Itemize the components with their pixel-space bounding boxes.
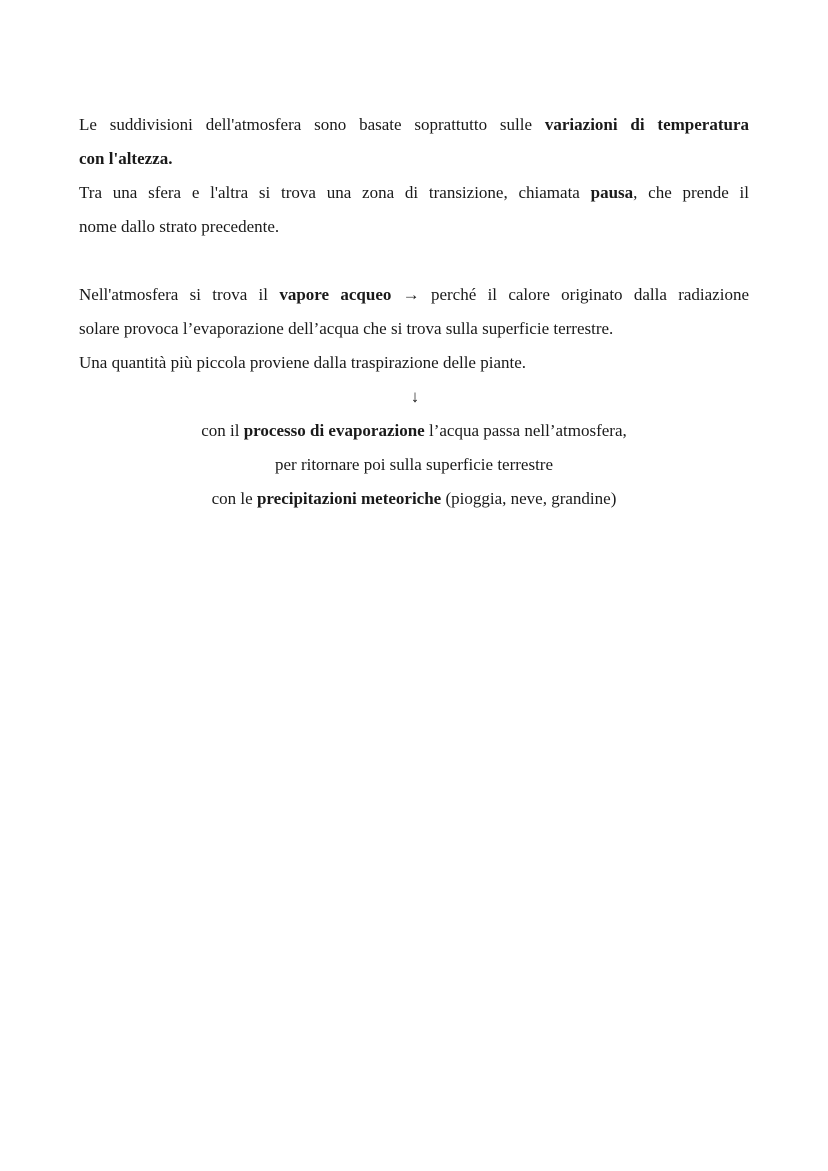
bold-text: con l'altezza.: [79, 149, 173, 168]
down-arrow-icon: ↓: [410, 387, 420, 406]
text-run: Nell'atmosfera si trova il: [79, 285, 280, 304]
paragraph-transition-zone: [79, 176, 749, 244]
text-line: [79, 278, 749, 312]
text-line: [79, 176, 749, 210]
bold-text: variazioni di temperatura: [544, 115, 750, 134]
bold-text: pausa: [590, 183, 634, 202]
text-run: Tra una sfera e l'altra si trova una zona di transizione, chiamata: [79, 183, 591, 202]
text-run: Le suddivisioni dell'atmosfera sono basate soprattutto sulle: [79, 115, 545, 134]
paragraph-water-vapor: [79, 278, 749, 516]
text-run: (pioggia, neve, grandine): [441, 489, 617, 508]
document-page: [79, 108, 749, 516]
bold-text: precipitazioni meteoriche: [256, 489, 442, 508]
centered-line: [79, 414, 749, 448]
text-run: l’acqua passa nell’atmosfera,: [424, 421, 627, 440]
text-line: nome dallo strato precedente.: [79, 217, 280, 236]
text-run: con il: [201, 421, 244, 440]
bold-text: processo di evaporazione: [243, 421, 425, 440]
centered-line: per ritornare poi sulla superficie terrestre: [274, 455, 553, 474]
text-run: con le: [211, 489, 257, 508]
paragraph-gap: [79, 244, 749, 278]
text-line: [79, 108, 749, 142]
centered-line: [79, 482, 749, 516]
text-run: → perché il calore originato dalla radiazione: [391, 285, 749, 304]
text-line: [79, 142, 749, 176]
text-line: solare provoca l’evaporazione dell’acqua che si trova sulla superficie terrestre.: [79, 319, 614, 338]
paragraph-atmosphere-divisions: [79, 108, 749, 176]
text-run: , che prende il: [633, 183, 749, 202]
bold-text: vapore acqueo: [279, 285, 392, 304]
text-line: Una quantità più piccola proviene dalla traspirazione delle piante.: [79, 353, 527, 372]
